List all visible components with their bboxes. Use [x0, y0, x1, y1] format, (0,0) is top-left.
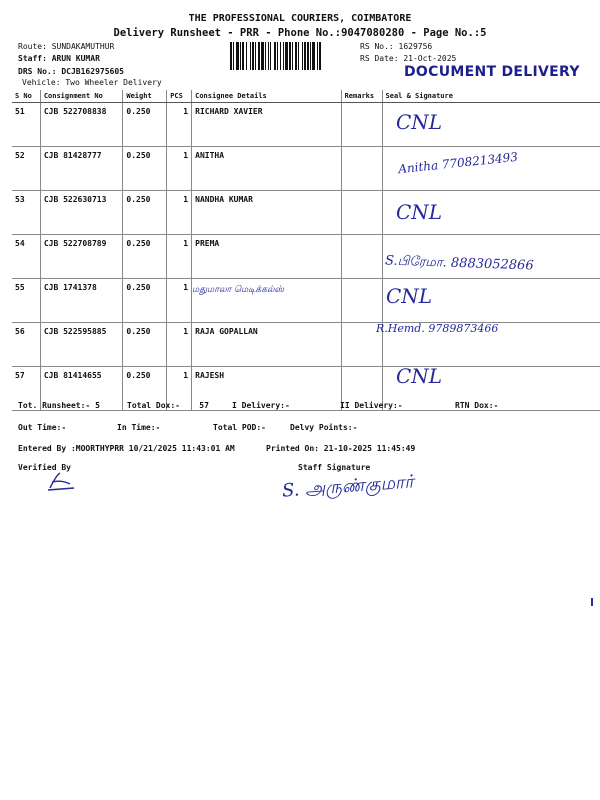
- table-row: [12, 191, 600, 235]
- total-pod: Total POD:-: [213, 423, 266, 432]
- signature-row-56: R.Hemd. 9789873466: [376, 322, 499, 335]
- cell-sno: 52: [12, 147, 40, 191]
- barcode-image: [230, 42, 356, 70]
- drs-number: DRS No.: DCJB162975605: [18, 67, 124, 76]
- verified-signature-mark: [40, 470, 80, 494]
- cell-consignment: CJB 81414655: [40, 367, 123, 411]
- cell-consignment: CJB 522595885: [40, 323, 123, 367]
- staff-label: Staff: ARUN KUMAR: [18, 54, 100, 63]
- cell-sno: 51: [12, 103, 40, 147]
- runsheet-subtitle: Delivery Runsheet - PRR - Phone No.:9047080280 - Page No.:5: [113, 27, 487, 39]
- cell-consignment: CJB 522630713: [40, 191, 123, 235]
- cell-consignment: CJB 522708838: [40, 103, 123, 147]
- pen-mark: [591, 598, 593, 606]
- entered-by: Entered By :MOORTHYPRR 10/21/2025 11:43:01 AM: [18, 444, 235, 453]
- out-time: Out Time:-: [18, 423, 67, 432]
- cell-pcs: 1: [167, 191, 192, 235]
- runsheet-table: [12, 90, 600, 411]
- cell-remarks: [341, 103, 382, 147]
- col-header-signature: Seal & Signature: [382, 90, 600, 103]
- cell-weight: 0.250: [123, 279, 167, 323]
- signature-row-55: CNL: [386, 284, 433, 308]
- cell-weight: 0.250: [123, 147, 167, 191]
- cell-weight: 0.250: [123, 103, 167, 147]
- in-time: In Time:-: [117, 423, 161, 432]
- ii-delivery: II Delivery:-: [340, 401, 403, 410]
- rtn-dox: RTN Dox:-: [455, 401, 499, 410]
- table-header-row: [12, 90, 600, 103]
- cell-pcs: 1: [167, 235, 192, 279]
- table-row: [12, 103, 600, 147]
- cell-remarks: [341, 191, 382, 235]
- verified-by: Verified By: [18, 463, 71, 472]
- cell-weight: 0.250: [123, 323, 167, 367]
- cell-consignment: CJB 522708789: [40, 235, 123, 279]
- cell-consignee: RAJA GOPALLAN: [192, 323, 341, 367]
- total-dox: Total Dox:- 57: [127, 401, 209, 410]
- delvy-points: Delvy Points:-: [290, 423, 358, 432]
- rs-date: RS Date: 21-Oct-2025: [360, 54, 457, 63]
- company-title: THE PROFESSIONAL COURIERS, COIMBATORE: [188, 13, 412, 24]
- total-runsheet: Tot. Runsheet:- 5: [18, 401, 100, 410]
- cell-consignee: RAJESH: [192, 367, 341, 411]
- col-header-weight: Weight: [123, 90, 167, 103]
- cell-weight: 0.250: [123, 367, 167, 411]
- cell-consignment: CJB 81428777: [40, 147, 123, 191]
- cell-sno: 53: [12, 191, 40, 235]
- cell-consignee: RICHARD XAVIER: [192, 103, 341, 147]
- signature-row-52: Anitha 7708213493: [397, 149, 519, 177]
- cell-weight: 0.250: [123, 235, 167, 279]
- signature-row-51: CNL: [396, 110, 443, 134]
- col-header-remarks: Remarks: [341, 90, 382, 103]
- col-header-consignment: Consignment No: [40, 90, 123, 103]
- vehicle-label: Vehicle: Two Wheeler Delivery: [22, 78, 162, 87]
- col-header-consignee: Consignee Details: [192, 90, 341, 103]
- signature-row-53: CNL: [396, 200, 443, 224]
- cell-consignee: PREMA: [192, 235, 341, 279]
- cell-remarks: [341, 147, 382, 191]
- printed-on: Printed On: 21-10-2025 11:45:49: [266, 444, 416, 453]
- i-delivery: I Delivery:-: [232, 401, 290, 410]
- cell-consignment: CJB 1741378: [40, 279, 123, 323]
- col-header-pcs: PCS: [167, 90, 192, 103]
- document-delivery-stamp: DOCUMENT DELIVERY: [404, 64, 580, 80]
- cell-pcs: 1: [167, 147, 192, 191]
- cell-remarks: [341, 279, 382, 323]
- cell-sno: 54: [12, 235, 40, 279]
- cell-pcs: 1: [167, 367, 192, 411]
- cell-pcs: 1: [167, 103, 192, 147]
- staff-signature-hand: S. அருண்குமார்: [281, 471, 415, 502]
- cell-pcs: 1: [167, 323, 192, 367]
- cell-consignee: NANDHA KUMAR: [192, 191, 341, 235]
- table-row: [12, 367, 600, 411]
- rs-number: RS No.: 1629756: [360, 42, 433, 51]
- cell-sno: 55: [12, 279, 40, 323]
- cell-weight: 0.250: [123, 191, 167, 235]
- staff-signature-label: Staff Signature: [298, 463, 371, 472]
- route-label: Route: SUNDAKAMUTHUR: [18, 42, 115, 51]
- signature-row-57: CNL: [396, 364, 443, 388]
- cell-sno: 57: [12, 367, 40, 411]
- signature-row-54: S.பிரேமா. 8883052866: [384, 253, 534, 274]
- cell-remarks: [341, 235, 382, 279]
- cell-pcs: 1: [167, 279, 192, 323]
- cell-sno: 56: [12, 323, 40, 367]
- col-header-sno: S No: [12, 90, 40, 103]
- handwritten-consignee-55: மதுமாலா மெடிக்கல்ஸ்: [192, 285, 285, 295]
- cell-consignee: ANITHA: [192, 147, 341, 191]
